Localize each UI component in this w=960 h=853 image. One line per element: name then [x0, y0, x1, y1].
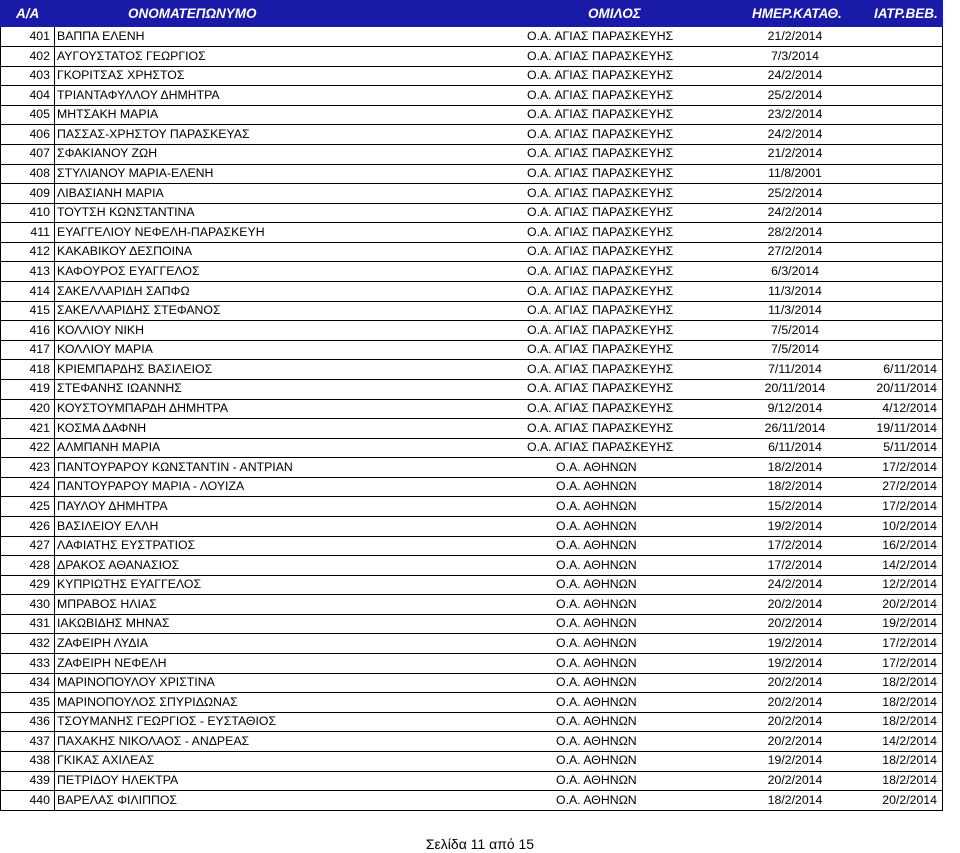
row-date: 19/2/2014: [767, 655, 823, 670]
row-date: 15/2/2014: [767, 498, 823, 513]
table-row: [0, 321, 943, 341]
row-name: ΚΟΛΛΙΟΥ ΜΑΡΙΑ: [57, 342, 153, 357]
header-group: ΟΜΙΛΟΣ: [588, 6, 641, 21]
row-cert: [862, 203, 937, 223]
row-cert: 18/2/2014: [882, 753, 937, 768]
row-date: 24/2/2014: [767, 68, 823, 83]
row-number: 416: [29, 322, 50, 337]
row-cert: [862, 125, 937, 145]
table-row: [0, 282, 943, 302]
table-row: [0, 66, 943, 86]
row-number: 411: [30, 224, 50, 239]
table-row: [0, 27, 943, 47]
column-divider: [942, 27, 943, 810]
row-number: 436: [29, 714, 50, 729]
row-number: 435: [29, 694, 50, 709]
row-date: 21/2/2014: [767, 146, 823, 161]
row-cert: 17/2/2014: [882, 655, 937, 670]
row-name: ΕΥΑΓΓΕΛΙΟΥ ΝΕΦΕΛΗ-ΠΑΡΑΣΚΕΥΗ: [57, 224, 265, 239]
row-number: 434: [29, 675, 50, 690]
row-number: 421: [29, 420, 50, 435]
row-cert: [862, 27, 937, 47]
row-number: 439: [29, 773, 50, 788]
row-name: ΤΡΙΑΝΤΑΦΥΛΛΟΥ ΔΗΜΗΤΡΑ: [57, 87, 220, 102]
row-number: 432: [29, 635, 50, 650]
row-date: 23/2/2014: [767, 107, 823, 122]
table-row: [0, 634, 943, 654]
row-date: 20/11/2014: [764, 381, 826, 396]
row-name: ΛΑΦΙΑΤΗΣ ΕΥΣΤΡΑΤΙΟΣ: [57, 538, 196, 553]
row-number: 407: [29, 146, 50, 161]
row-date: 11/3/2014: [768, 283, 822, 298]
row-cert: [862, 223, 937, 243]
header-date: ΗΜΕΡ.ΚΑΤΑΘ.: [752, 6, 842, 21]
row-number: 417: [29, 342, 50, 357]
row-date: 18/2/2014: [767, 459, 823, 474]
row-number: 405: [29, 107, 50, 122]
row-date: 25/2/2014: [767, 87, 823, 102]
row-name: ΜΑΡΙΝΟΠΟΥΛΟΣ ΣΠΥΡΙΔΩΝΑΣ: [57, 694, 238, 709]
row-cert: 14/2/2014: [882, 733, 937, 748]
row-group: Ο.Α. ΑΘΗΝΩΝ: [556, 792, 637, 807]
row-number: 413: [29, 263, 50, 278]
row-group: Ο.Α. ΑΘΗΝΩΝ: [556, 616, 637, 631]
row-date: 20/2/2014: [767, 773, 823, 788]
row-name: ΣΦΑΚΙΑΝΟΥ ΖΩΗ: [57, 146, 158, 161]
table-row: [0, 125, 943, 145]
row-group: Ο.Α. ΑΓΙΑΣ ΠΑΡΑΣΚΕΥΗΣ: [527, 224, 674, 239]
row-number: 412: [29, 244, 50, 259]
row-group: Ο.Α. ΑΓΙΑΣ ΠΑΡΑΣΚΕΥΗΣ: [527, 166, 674, 181]
row-cert: 19/2/2014: [882, 616, 937, 631]
table-row: [0, 340, 943, 360]
table-row: [0, 419, 943, 439]
row-number: 431: [29, 616, 50, 631]
row-cert: [862, 144, 937, 164]
header-name: ΟΝΟΜΑΤΕΠΩΝΥΜΟ: [128, 6, 257, 21]
row-group: Ο.Α. ΑΘΗΝΩΝ: [556, 733, 637, 748]
row-group: Ο.Α. ΑΓΙΑΣ ΠΑΡΑΣΚΕΥΗΣ: [527, 283, 674, 298]
row-name: ΚΑΦΟΥΡΟΣ ΕΥΑΓΓΕΛΟΣ: [57, 263, 200, 278]
row-cert: [862, 86, 937, 106]
row-date: 25/2/2014: [767, 185, 823, 200]
row-name: ΑΛΜΠΑΝΗ ΜΑΡΙΑ: [57, 440, 161, 455]
row-date: 7/3/2014: [771, 48, 819, 63]
row-group: Ο.Α. ΑΓΙΑΣ ΠΑΡΑΣΚΕΥΗΣ: [527, 420, 674, 435]
row-date: 18/2/2014: [767, 792, 823, 807]
row-cert: [862, 66, 937, 86]
row-number: 437: [29, 733, 50, 748]
row-group: Ο.Α. ΑΓΙΑΣ ΠΑΡΑΣΚΕΥΗΣ: [527, 244, 674, 259]
row-group: Ο.Α. ΑΘΗΝΩΝ: [556, 596, 637, 611]
row-number: 408: [29, 166, 50, 181]
row-group: Ο.Α. ΑΓΙΑΣ ΠΑΡΑΣΚΕΥΗΣ: [527, 263, 674, 278]
row-number: 429: [29, 577, 50, 592]
table-row: [0, 673, 943, 693]
row-cert: 4/12/2014: [882, 401, 937, 416]
table-row: [0, 614, 943, 634]
row-cert: 19/11/2014: [876, 420, 937, 435]
table-row: [0, 693, 943, 713]
row-number: 418: [29, 361, 50, 376]
row-cert: 5/11/2014: [883, 440, 937, 455]
row-group: Ο.Α. ΑΓΙΑΣ ΠΑΡΑΣΚΕΥΗΣ: [527, 87, 674, 102]
row-cert: 17/2/2014: [882, 459, 937, 474]
table-row: [0, 262, 943, 282]
table-row: [0, 399, 943, 419]
table-row: [0, 556, 943, 576]
row-cert: 12/2/2014: [882, 577, 937, 592]
table-row: [0, 654, 943, 674]
row-name: ΠΑΥΛΟΥ ΔΗΜΗΤΡΑ: [57, 498, 168, 513]
header-aa: Α/Α: [16, 6, 40, 21]
row-name: ΚΥΠΡΙΩΤΗΣ ΕΥΑΓΓΕΛΟΣ: [57, 577, 202, 592]
row-group: Ο.Α. ΑΓΙΑΣ ΠΑΡΑΣΚΕΥΗΣ: [527, 303, 674, 318]
table-row: [0, 379, 943, 399]
row-group: Ο.Α. ΑΓΙΑΣ ΠΑΡΑΣΚΕΥΗΣ: [527, 440, 674, 455]
row-number: 423: [29, 459, 50, 474]
table-row: [0, 732, 943, 752]
row-number: 414: [29, 283, 50, 298]
row-group: Ο.Α. ΑΓΙΑΣ ΠΑΡΑΣΚΕΥΗΣ: [527, 126, 674, 141]
row-cert: 10/2/2014: [882, 518, 937, 533]
row-name: ΓΚΙΚΑΣ ΑΧΙΛΕΑΣ: [57, 753, 155, 768]
row-cert: 18/2/2014: [882, 675, 937, 690]
table-row: [0, 477, 943, 497]
row-name: ΠΑΧΑΚΗΣ ΝΙΚΟΛΑΟΣ - ΑΝΔΡΕΑΣ: [57, 733, 250, 748]
row-number: 433: [29, 655, 50, 670]
row-cert: 17/2/2014: [882, 635, 937, 650]
row-name: ΠΑΝΤΟΥΡΑΡΟΥ ΜΑΡΙΑ - ΛΟΥΙΖΑ: [57, 479, 245, 494]
table-row: [0, 751, 943, 771]
row-number: 415: [29, 303, 50, 318]
row-name: ΜΠΡΑΒΟΣ ΗΛΙΑΣ: [57, 596, 157, 611]
row-date: 11/8/2001: [768, 166, 822, 181]
row-group: Ο.Α. ΑΘΗΝΩΝ: [556, 675, 637, 690]
row-group: Ο.Α. ΑΓΙΑΣ ΠΑΡΑΣΚΕΥΗΣ: [527, 29, 674, 43]
row-number: 426: [29, 518, 50, 533]
row-cert: [862, 47, 937, 67]
row-date: 20/2/2014: [767, 694, 823, 709]
table-row: [0, 47, 943, 67]
row-name: ΠΑΣΣΑΣ-ΧΡΗΣΤΟΥ ΠΑΡΑΣΚΕΥΑΣ: [57, 126, 250, 141]
row-number: 428: [29, 557, 50, 572]
table-row: [0, 712, 943, 732]
row-name: ΑΥΓΟΥΣΤΑΤΟΣ ΓΕΩΡΓΙΟΣ: [57, 48, 206, 63]
row-group: Ο.Α. ΑΘΗΝΩΝ: [556, 694, 637, 709]
row-group: Ο.Α. ΑΘΗΝΩΝ: [556, 518, 637, 533]
table-row: [0, 105, 943, 125]
row-cert: 18/2/2014: [882, 714, 937, 729]
row-number: 401: [29, 29, 50, 43]
row-name: ΣΤΥΛΙΑΝΟΥ ΜΑΡΙΑ-ΕΛΕΝΗ: [57, 166, 214, 181]
row-number: 402: [29, 48, 50, 63]
row-group: Ο.Α. ΑΘΗΝΩΝ: [556, 577, 637, 592]
row-date: 19/2/2014: [767, 518, 823, 533]
row-number: 424: [29, 479, 50, 494]
row-number: 404: [29, 87, 50, 102]
column-divider: [0, 27, 1, 810]
row-group: Ο.Α. ΑΓΙΑΣ ΠΑΡΑΣΚΕΥΗΣ: [527, 146, 674, 161]
row-cert: [862, 184, 937, 204]
row-cert: 20/2/2014: [882, 792, 937, 807]
row-group: Ο.Α. ΑΘΗΝΩΝ: [556, 655, 637, 670]
table-row: [0, 86, 943, 106]
row-date: 20/2/2014: [767, 733, 823, 748]
row-name: ΚΟΣΜΑ ΔΑΦΝΗ: [57, 420, 147, 435]
table-row: [0, 497, 943, 517]
row-group: Ο.Α. ΑΓΙΑΣ ΠΑΡΑΣΚΕΥΗΣ: [527, 381, 674, 396]
row-date: 9/12/2014: [767, 401, 823, 416]
table-header: [0, 0, 943, 27]
row-name: ΣΑΚΕΛΛΑΡΙΔΗΣ ΣΤΕΦΑΝΟΣ: [57, 303, 221, 318]
row-name: ΜΗΤΣΑΚΗ ΜΑΡΙΑ: [57, 107, 159, 122]
row-number: 403: [29, 68, 50, 83]
table-row: [0, 771, 943, 791]
table-row: [0, 242, 943, 262]
row-group: Ο.Α. ΑΘΗΝΩΝ: [556, 635, 637, 650]
row-name: ΚΟΥΣΤΟΥΜΠΑΡΔΗ ΔΗΜΗΤΡΑ: [57, 401, 229, 416]
row-date: 7/5/2014: [771, 322, 819, 337]
row-name: ΚΟΛΛΙΟΥ ΝΙΚΗ: [57, 322, 144, 337]
row-number: 409: [29, 185, 50, 200]
row-group: Ο.Α. ΑΓΙΑΣ ΠΑΡΑΣΚΕΥΗΣ: [527, 205, 674, 220]
table-row: [0, 438, 943, 458]
row-date: 28/2/2014: [767, 224, 823, 239]
row-cert: 6/11/2014: [883, 361, 937, 376]
row-group: Ο.Α. ΑΓΙΑΣ ΠΑΡΑΣΚΕΥΗΣ: [527, 401, 674, 416]
row-cert: 20/11/2014: [876, 381, 937, 396]
table-row: [0, 184, 943, 204]
row-cert: [862, 321, 937, 341]
table-row: [0, 164, 943, 184]
row-name: ΓΚΟΡΙΤΣΑΣ ΧΡΗΣΤΟΣ: [57, 68, 185, 83]
page-number: Σελίδα 11 από 15: [425, 836, 535, 852]
table-row: [0, 458, 943, 478]
table-row: [0, 301, 943, 321]
row-cert: [862, 262, 937, 282]
table-row: [0, 223, 943, 243]
row-name: ΚΡΙΕΜΠΑΡΔΗΣ ΒΑΣΙΛΕΙΟΣ: [57, 361, 213, 376]
row-number: 410: [29, 205, 50, 220]
row-name: ΤΣΟΥΜΑΝΗΣ ΓΕΩΡΓΙΟΣ - ΕΥΣΤΑΘΙΟΣ: [57, 714, 277, 729]
table-row: [0, 595, 943, 615]
row-group: Ο.Α. ΑΓΙΑΣ ΠΑΡΑΣΚΕΥΗΣ: [527, 185, 674, 200]
row-number: 419: [29, 381, 50, 396]
row-number: 420: [29, 401, 50, 416]
row-name: ΜΑΡΙΝΟΠΟΥΛΟΥ ΧΡΙΣΤΙΝΑ: [57, 675, 215, 690]
row-number: 422: [29, 440, 50, 455]
row-number: 438: [29, 753, 50, 768]
row-name: ΔΡΑΚΟΣ ΑΘΑΝΑΣΙΟΣ: [57, 557, 180, 572]
row-number: 440: [29, 792, 50, 807]
row-group: Ο.Α. ΑΘΗΝΩΝ: [556, 714, 637, 729]
row-name: ΒΑΣΙΛΕΙΟΥ ΕΛΛΗ: [57, 518, 159, 533]
row-group: Ο.Α. ΑΘΗΝΩΝ: [556, 498, 637, 513]
row-name: ΒΑΠΠΑ ΕΛΕΝΗ: [57, 29, 145, 43]
table-row: [0, 144, 943, 164]
row-name: ΠΑΝΤΟΥΡΑΡΟΥ ΚΩΝΣΤΑΝΤΙΝ - ΑΝΤΡΙΑΝ: [57, 459, 293, 474]
row-name: ΛΙΒΑΣΙΑΝΗ ΜΑΡΙΑ: [57, 185, 164, 200]
row-group: Ο.Α. ΑΘΗΝΩΝ: [556, 479, 637, 494]
row-date: 20/2/2014: [767, 714, 823, 729]
row-cert: [862, 242, 937, 262]
row-date: 17/2/2014: [767, 538, 823, 553]
table-row: [0, 203, 943, 223]
row-group: Ο.Α. ΑΘΗΝΩΝ: [556, 538, 637, 553]
row-cert: [862, 164, 937, 184]
header-cert: ΙΑΤΡ.ΒΕΒ.: [874, 6, 938, 21]
row-date: 19/2/2014: [767, 753, 823, 768]
row-number: 430: [29, 596, 50, 611]
row-cert: [862, 301, 937, 321]
row-date: 26/11/2014: [764, 420, 826, 435]
table-row: [0, 575, 943, 595]
row-group: Ο.Α. ΑΓΙΑΣ ΠΑΡΑΣΚΕΥΗΣ: [527, 342, 674, 357]
row-date: 19/2/2014: [767, 635, 823, 650]
row-divider: [0, 810, 943, 811]
column-divider: [54, 27, 55, 810]
row-group: Ο.Α. ΑΓΙΑΣ ΠΑΡΑΣΚΕΥΗΣ: [527, 361, 674, 376]
row-date: 6/3/2014: [771, 263, 819, 278]
row-date: 21/2/2014: [767, 29, 823, 43]
row-date: 20/2/2014: [767, 596, 823, 611]
row-date: 7/5/2014: [771, 342, 819, 357]
table-row: [0, 517, 943, 537]
row-cert: [862, 105, 937, 125]
row-cert: [862, 340, 937, 360]
row-group: Ο.Α. ΑΓΙΑΣ ΠΑΡΑΣΚΕΥΗΣ: [527, 322, 674, 337]
row-date: 24/2/2014: [767, 577, 823, 592]
row-date: 11/3/2014: [768, 303, 822, 318]
row-name: ΣΤΕΦΑΝΗΣ ΙΩΑΝΝΗΣ: [57, 381, 182, 396]
row-name: ΙΑΚΩΒΙΔΗΣ ΜΗΝΑΣ: [57, 616, 170, 631]
row-name: ΤΟΥΤΣΗ ΚΩΝΣΤΑΝΤΙΝΑ: [57, 205, 195, 220]
row-date: 20/2/2014: [767, 616, 823, 631]
row-date: 17/2/2014: [767, 557, 823, 572]
row-cert: 17/2/2014: [882, 498, 937, 513]
row-group: Ο.Α. ΑΘΗΝΩΝ: [556, 459, 637, 474]
table-row: [0, 791, 943, 811]
row-date: 20/2/2014: [767, 675, 823, 690]
row-name: ΣΑΚΕΛΛΑΡΙΔΗ ΣΑΠΦΩ: [57, 283, 190, 298]
row-name: ΚΑΚΑΒΙΚΟΥ ΔΕΣΠΟΙΝΑ: [57, 244, 193, 259]
row-date: 7/11/2014: [768, 361, 822, 376]
row-name: ΖΑΦΕΙΡΗ ΝΕΦΕΛΗ: [57, 655, 167, 670]
row-name: ΖΑΦΕΙΡΗ ΛΥΔΙΑ: [57, 635, 149, 650]
row-number: 406: [29, 126, 50, 141]
row-name: ΠΕΤΡΙΔΟΥ ΗΛΕΚΤΡΑ: [57, 773, 179, 788]
row-cert: 18/2/2014: [882, 694, 937, 709]
row-date: 6/11/2014: [768, 440, 822, 455]
row-date: 24/2/2014: [767, 205, 823, 220]
row-group: Ο.Α. ΑΘΗΝΩΝ: [556, 753, 637, 768]
row-cert: 16/2/2014: [882, 538, 937, 553]
row-group: Ο.Α. ΑΘΗΝΩΝ: [556, 557, 637, 572]
row-date: 24/2/2014: [767, 126, 823, 141]
table-row: [0, 360, 943, 380]
row-date: 18/2/2014: [767, 479, 823, 494]
row-date: 27/2/2014: [767, 244, 823, 259]
row-cert: [862, 282, 937, 302]
row-cert: 14/2/2014: [882, 557, 937, 572]
row-cert: 18/2/2014: [882, 773, 937, 788]
row-number: 425: [29, 498, 50, 513]
row-group: Ο.Α. ΑΓΙΑΣ ΠΑΡΑΣΚΕΥΗΣ: [527, 107, 674, 122]
row-cert: 27/2/2014: [882, 479, 937, 494]
table-row: [0, 536, 943, 556]
row-cert: 20/2/2014: [882, 596, 937, 611]
row-name: ΒΑΡΕΛΑΣ ΦΙΛΙΠΠΟΣ: [57, 792, 178, 807]
row-group: Ο.Α. ΑΓΙΑΣ ΠΑΡΑΣΚΕΥΗΣ: [527, 48, 674, 63]
row-group: Ο.Α. ΑΓΙΑΣ ΠΑΡΑΣΚΕΥΗΣ: [527, 68, 674, 83]
row-group: Ο.Α. ΑΘΗΝΩΝ: [556, 773, 637, 788]
row-number: 427: [29, 538, 50, 553]
